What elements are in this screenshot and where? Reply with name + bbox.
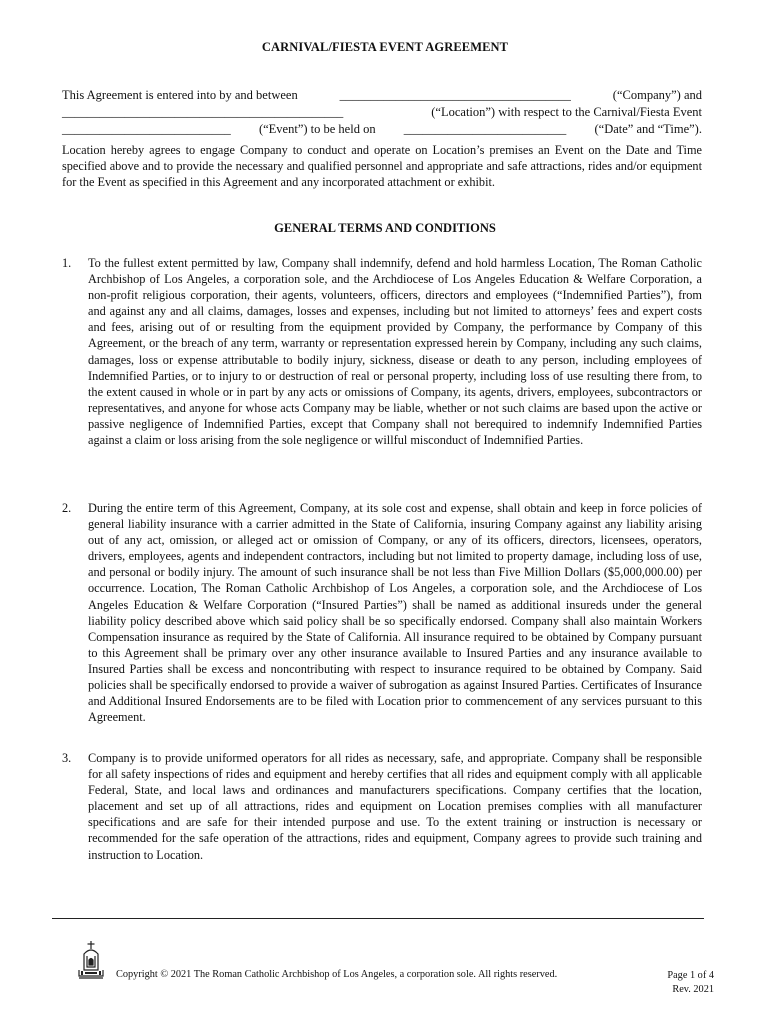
item-text: Company is to provide uniformed operators for all rides as necessary, safe, and appropriate. Company shall be responsible for all safety inspections of rides and equipment and hereby certifies that all rides and equipment comply with all applicable Federal, State, and local laws and ordinances and manufacturers specifications. Company certifies that the location, placement and set up of all attractions, rides and equipment on Location premises complies with all manufacturer specifications and are safe for their intended purpose and use. To the extent training or instruction is necessary or recommended for the safe operation of the attractions, rides and equipment, Company agrees to provide such training and instruction to Location. (88, 751, 702, 862)
item-number: 1. (62, 256, 72, 270)
intro-line-1 (62, 87, 702, 104)
intro-text: (“Date” and “Time”). (594, 122, 702, 136)
item-text: To the fullest extent permitted by law, Company shall indemnify, defend and hold harmless Location, The Roman Catholic Archbishop of Los Angeles, a corporation sole, and the Archdiocese of Los Angeles Education & Welfare Corporation, a non-profit religious corporation, their agents, volunteers, officers, directors and employees (“Indemnified Parties”), from and against any and all claims, damages, losses and expenses, including but not limited to attorneys’ fees and expert costs and fees, arising out of or resulting from the equipment provided by Company, the performance by Company of this Agreement, or the breach of any term, warranty or representation expressed herein by Company, including any such claims, damages, loss or expense attributable to bodily injury, sickness, disease or death to any person, including employees of Indemnified Parties, or to injury to or destruction of real or personal property, including loss of use resulting there from, to the extent caused in whole or in part by any acts or omissions of Company, its agents, drivers, employees, subcontractors or representatives, and anyone for whose acts Company may be liable, whether or not such claims are based upon the active or passive negligence of Indemnified Parties, except that Company shall not berequired to indemnify Indemnified Parties against a claim or loss arising from the sole negligence or willful misconduct of Indemnified Parties. (88, 256, 702, 448)
revision-label: Rev. 2021 (672, 984, 714, 995)
copyright-notice: Copyright © 2021 The Roman Catholic Archbishop of Los Angeles, a corporation sole. All rights reserved. (116, 969, 558, 980)
document-title: CARNIVAL/FIESTA EVENT AGREEMENT (261, 40, 509, 54)
event-blank-field[interactable]: ___________________________ (62, 122, 231, 136)
location-blank-field[interactable]: _____________________________________________ (62, 105, 344, 119)
item-text: During the entire term of this Agreement, Company, at its sole cost and expense, shall obtain and keep in force policies of general liability insurance with a carrier admitted in the State of California, insuring Company against any liability arising out of any act, omission, or alleged act or omission of Company, or any of its officers, directors, licensees, operators, drivers, employees, agents and independent contractors, including but not limited to property damage, including loss of use, and personal or bodily injury. The amount of such insurance shall be not less than Five Million Dollars ($5,000,000.00) per occurrence. Location, The Roman Catholic Archbishop of Los Angeles, a corporation sole, and the Archdiocese of Los Angeles Education & Welfare Corporation (“Insured Parties”) shall be named as additional insureds under the general liability policy described above which said policy shall be so specifically endorsed. Company shall also maintain Workers Compensation insurance as required by the State of California. All insurance required to be obtained by Company pursuant to this Agreement shall be primary over any other insurance available to Insured Parties and any insurance available to Insured Parties shall be excess and noncontributing with respect to insurance required to be obtained by Company. Said policies shall be specifically endorsed to provide a waiver of subrogation as against Insured Parties. Certificates of Insurance and Additional Insured Endorsements are to be filed with Location prior to commencement of any services pursuant to this Agreement. (88, 501, 702, 725)
section-heading: GENERAL TERMS AND CONDITIONS (274, 221, 496, 235)
footer-divider (52, 918, 704, 919)
item-number: 3. (62, 751, 72, 765)
intro-text: (“Company”) and (612, 88, 702, 102)
intro-line-3 (62, 121, 702, 138)
intro-paragraph (62, 87, 702, 138)
page-number: Page 1 of 4 (667, 970, 714, 981)
page-info (667, 969, 714, 997)
intro-text: (“Event”) to be held on (258, 122, 376, 136)
intro-text: (“Location”) with respect to the Carnival/Fiesta Event (431, 105, 702, 119)
item-number: 2. (62, 501, 72, 515)
company-blank-field[interactable]: _____________________________________ (339, 88, 571, 102)
intro-text: This Agreement is entered into by and between (62, 88, 298, 102)
list-item (62, 255, 702, 448)
intro-line-2 (62, 104, 702, 121)
list-item (62, 750, 702, 863)
date-time-blank-field[interactable]: __________________________ (403, 122, 567, 136)
location-paragraph: Location hereby agrees to engage Company to conduct and operate on Location’s premises an Event on the Date and Time specified above and to provide the necessary and qualified personnel and appropriate and safe attractions, rides and/or equipment for the Event as specified in this Agreement and any incorporated attachment or exhibit. (62, 143, 702, 189)
archdiocese-logo-icon (76, 940, 106, 980)
list-item (62, 500, 702, 725)
